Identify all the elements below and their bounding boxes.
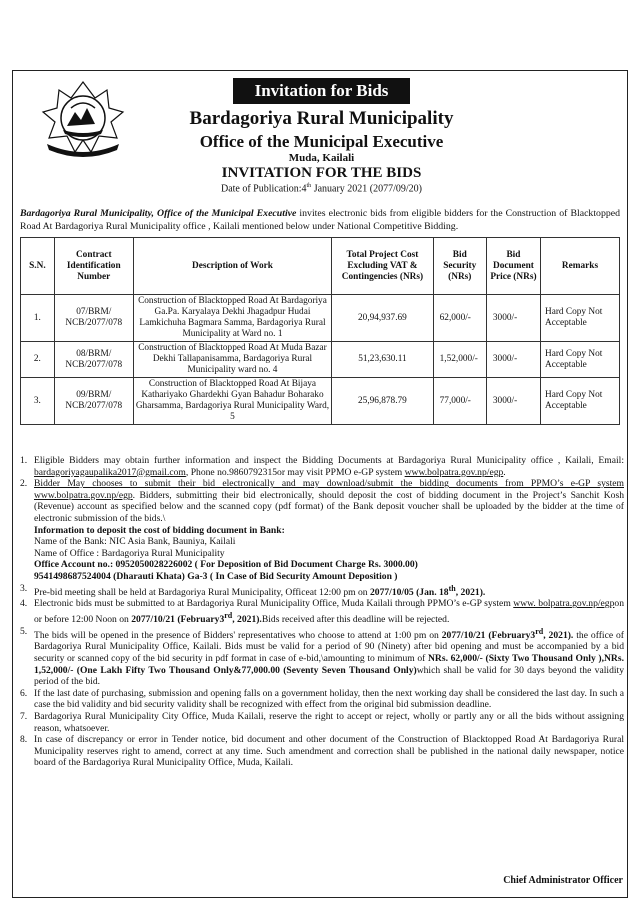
cell-description: Construction of Blacktopped Road At Muda Bazar Dekhi Tallapanisamma, Bardagoriya Rural Municipality ward no. 4 [133, 342, 331, 378]
cell-sn: 2. [21, 342, 55, 378]
organization-name: Bardagoriya Rural Municipality [189, 108, 454, 129]
col-sn: S.N. [21, 238, 55, 295]
signature-title: Chief Administrator Officer [503, 875, 623, 886]
list-item: 2. Bidder May chooses to submit their bid electronically and may download/submit the bidding documents from PPMO’s e-GP system www.bolpatra.gov.np/egp. Bidders, submitting their bid electronically, should deposit the cost of bidding document in the Project’s Sanchit Kosh (Revenue) account as specified below and the scanned copy (pdf format) of the Bank deposit voucher shall be uploaded by the bidder at the time of electronic submission of the bids.\ [20, 478, 624, 524]
intro-paragraph: Bardagoriya Rural Municipality, Office of the Municipal Executive invites electronic bids from eligible bidders for the Construction of Blacktopped Road At Bardagoriya Rural Municipality office , Kailali mentioned below under National Competitive Bidding. [20, 208, 620, 232]
list-item: 8. In case of discrepancy or error in Tender notice, bid document and other document of the Construction of Blacktopped Road At Bardagoriya Rural Municipality reserves right to amend, correct at any time. Such amendment and correction shall be published in the national daily newspaper, notice board of the Bardagoriya Rural Municipality Office, Muda, Kailali. [20, 734, 624, 769]
cell-security: 1,52,000/- [433, 342, 486, 378]
table-header-row [21, 238, 620, 295]
egp-link[interactable]: www.bolpatra.gov.np/egp [34, 489, 133, 501]
egp-link[interactable]: www. bolpatra.gov.np/egp [513, 598, 615, 610]
cell-remarks: Hard Copy Not Acceptable [541, 295, 620, 342]
intro-lead: Bardagoriya Rural Municipality, Office of the Municipal Executive [20, 208, 297, 219]
cell-contract: 08/BRM/ NCB/2077/078 [54, 342, 133, 378]
office-location: Muda, Kailali [288, 152, 355, 164]
office-name: Office of the Municipal Executive [199, 132, 444, 151]
list-item: 6. If the last date of purchasing, submission and opening falls on a government holiday, then the next working day shall be considered the last day. In such a case the bid validity and bid security validity shall be recognized with effect from the original bid submission deadline. [20, 687, 624, 711]
cell-description: Construction of Blacktopped Road At Bijaya Kathariyako Ghardekhi Gyan Bahadur Boharako Gharsamma, Bardagoriya Rural Municipality Ward, 5 [133, 378, 331, 425]
bank-name: Name of the Bank: NIC Asia Bank, Bauniya, Kailali [34, 536, 236, 548]
bank-info-heading: Information to deposit the cost of bidding document in Bank: [34, 524, 285, 536]
cell-cost: 25,96,878.79 [332, 378, 433, 425]
col-contract: Contract Identification Number [54, 238, 133, 295]
list-item: 1. Eligible Bidders may obtain further information and inspect the Bidding Documents at Bardagoriya Rural Municipality office , Kailali, Email: bardagoriyagaupalika2017@gmail.com, Phone no.9860792315or may visit PPMO e-GP system www.bolpatra.gov.np/egp. [20, 455, 624, 478]
list-item: 4. Electronic bids must be submitted to at Bardagoriya Rural Municipality Office, Muda Kailali through PPMO’s e-GP system www. bolpatra.gov.np/egpon or before 12:00 Noon on 2077/10/21 (February3rd, 2021).Bids received after this deadline will be rejected. [20, 598, 624, 626]
cell-remarks: Hard Copy Not Acceptable [541, 378, 620, 425]
col-description: Description of Work [133, 238, 331, 295]
list-item: 5. The bids will be opened in the presence of Bidders' representatives who choose to attend at 1:00 pm on 2077/10/21 (February3rd, 2021). the office of Bardagoriya Rural Municipality Office, Kailali. Bids must be valid for a period of 90 (Ninety) after bid opening and must be accompanied by a bid security or scanned copy of the bid security in pdf format in case of e-bid,\amounting to minimum of NRs. 62,000/- (Sixty Two Thousand Only ),NRs. 1,52,000/- (One Lakh Fifty Two Thousand Only&77,000.00 (Seventy Seven Thousand Only)which shall be valid for 30 days beyond the validity period of the bid. [20, 625, 624, 688]
cell-sn: 3. [21, 378, 55, 425]
egp-link: Bidder May chooses to submit their bid electronically and may download/submit the bidding documents from PPMO’s e-GP system [34, 478, 624, 490]
cell-security: 77,000/- [433, 378, 486, 425]
table-row [21, 342, 620, 378]
cell-price: 3000/- [486, 342, 540, 378]
list-item: 3. Pre-bid meeting shall be held at Bardagoriya Rural Municipality, Officeat 12:00 pm on 2077/10/05 (Jan. 18th, 2021). [20, 582, 486, 598]
cell-sn: 1. [21, 295, 55, 342]
account-line: Office Account no.: 0952050028226002 ( For Deposition of Bid Document Charge Rs. 3000.00) [34, 559, 418, 571]
egp-link[interactable]: www.bolpatra.gov.np/egp [404, 466, 504, 478]
account-line: 9541498687524004 (Dharauti Khata) Ga-3 ( In Case of Bid Security Amount Deposition ) [34, 570, 398, 582]
office-name-line: Name of Office : Bardagoriya Rural Municipality [34, 547, 225, 559]
col-security: Bid Security (NRs) [433, 238, 486, 295]
cell-price: 3000/- [486, 378, 540, 425]
cell-remarks: Hard Copy Not Acceptable [541, 342, 620, 378]
table-row [21, 295, 620, 342]
notice-heading: INVITATION FOR THE BIDS [221, 165, 422, 181]
cell-price: 3000/- [486, 295, 540, 342]
cell-description: Construction of Blacktopped Road At Bardagoriya Ga.Pa. Karyalaya Dekhi Jhagadpur Hudai Lamkichuha Bagmara Samma, Bardagoriya Rural Municipality at Ward no. 1 [133, 295, 331, 342]
col-cost: Total Project Cost Excluding VAT & Contingencies (NRs) [332, 238, 433, 295]
col-remarks: Remarks [541, 238, 620, 295]
cell-cost: 20,94,937.69 [332, 295, 433, 342]
email-link[interactable]: bardagoriyagaupalika2017@gmail.com [34, 466, 186, 478]
cell-contract: 09/BRM/ NCB/2077/078 [54, 378, 133, 425]
cell-contract: 07/BRM/ NCB/2077/078 [54, 295, 133, 342]
banner-title: Invitation for Bids [233, 78, 410, 104]
list-item: 7. Bardagoriya Rural Municipality City Office, Muda Kailali, reserve the right to accept or reject, wholly or partly any or all the bids without assigning reason, whatsoever. [20, 711, 624, 734]
bids-table [20, 237, 620, 425]
cell-cost: 51,23,630.11 [332, 342, 433, 378]
publication-date: Date of Publication:4th January 2021 (2077/09/20) [220, 183, 423, 195]
cell-security: 62,000/- [433, 295, 486, 342]
table-row [21, 378, 620, 425]
notes-list [20, 455, 624, 769]
col-price: Bid Document Price (NRs) [486, 238, 540, 295]
